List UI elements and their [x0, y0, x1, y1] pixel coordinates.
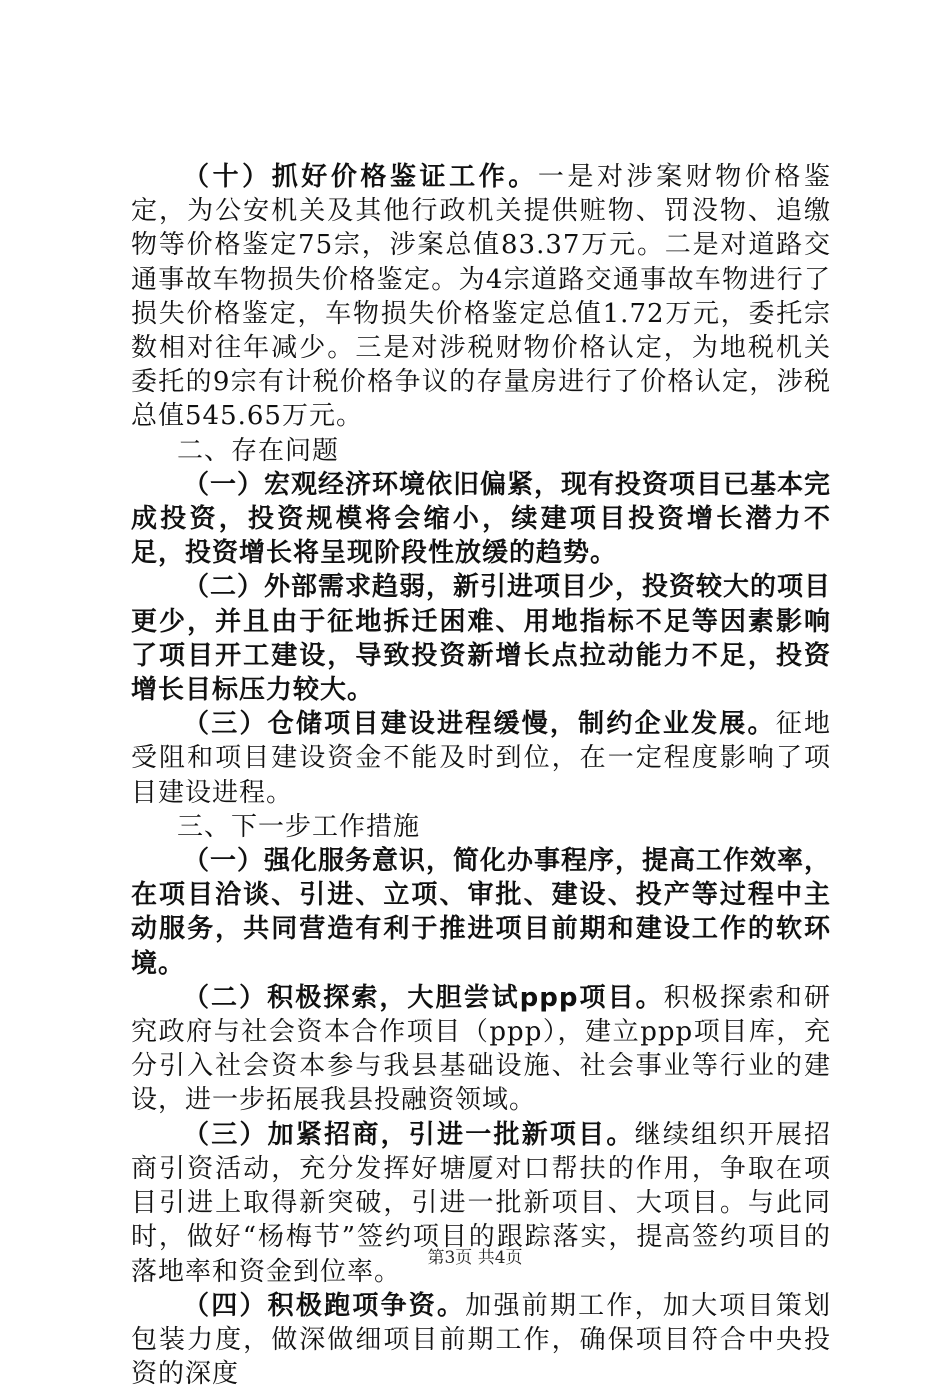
paragraph-measure-1: （一）强化服务意识，简化办事程序，提高工作效率，在项目洽谈、引进、立项、审批、建设、投产等过程中主动服务，共同营造有利于推进项目前期和建设工作的软环境。 [131, 846, 832, 979]
paragraph-measure-2: （二）积极探索，大胆尝试ppp项目。积极探索和研究政府与社会资本合作项目（ppp），建立ppp项目库，充分引入社会资本参与我县基础设施、社会事业等行业的建设，进一步拓展我县投融资领域。 [131, 982, 831, 1116]
paragraph-problem-2: （二）外部需求趋弱，新引进项目少，投资较大的项目更少，并且由于征地拆迁困难、用地指标不足等因素影响了项目开工建设，导致投资新增长点拉动能力不足，投资增长目标压力较大。 [131, 572, 832, 706]
paragraph-measure-3: （三）加紧招商，引进一批新项目。继续组织开展招商引资活动，充分发挥好塘厦对口帮扶的作用，争取在项目引进上取得新突破，引进一批新项目、大项目。与此同时，做好“杨梅节”签约项目的跟踪落实，提高签约项目的落地率和资金到位率。 [131, 1119, 831, 1287]
paragraph-problem-1: （一）宏观经济环境依旧偏紧，现有投资项目已基本完成投资，投资规模将会缩小，续建项目投资增长潜力不足，投资增长将呈现阶段性放缓的趋势。 [131, 469, 832, 569]
section-heading-next-steps: 三、下一步工作措施 [177, 811, 421, 842]
paragraph-price-appraisal: （十）抓好价格鉴证工作。一是对涉案财物价格鉴定，为公安机关及其他行政机关提供赃物、罚没物、追缴物等价格鉴定75宗，涉案总值83.37万元。二是对道路交通事故车物损失价格鉴定。为4宗道路交通事故车物进行了损失价格鉴定，车物损失价格鉴定总值1.72万元，委托宗数相对往年减少。三是对涉税财物价格认定，为地税机关委托的9宗有计税价格争议的存量房进行了价格认定，涉税总值545.65万元。 [131, 162, 831, 432]
paragraph-measure-4: （四）积极跑项争资。加强前期工作，加大项目策划包装力度，做深做细项目前期工作，确保项目符合中央投资的深度 [131, 1290, 831, 1390]
page-number-footer: 第3页 共4页 [427, 1248, 523, 1268]
document-body [131, 160, 831, 1391]
section-heading-problems: 二、存在问题 [177, 435, 340, 466]
paragraph-problem-3: （三）仓储项目建设进程缓慢，制约企业发展。征地受阻和项目建设资金不能及时到位，在一定程度影响了项目建设进程。 [131, 709, 831, 808]
